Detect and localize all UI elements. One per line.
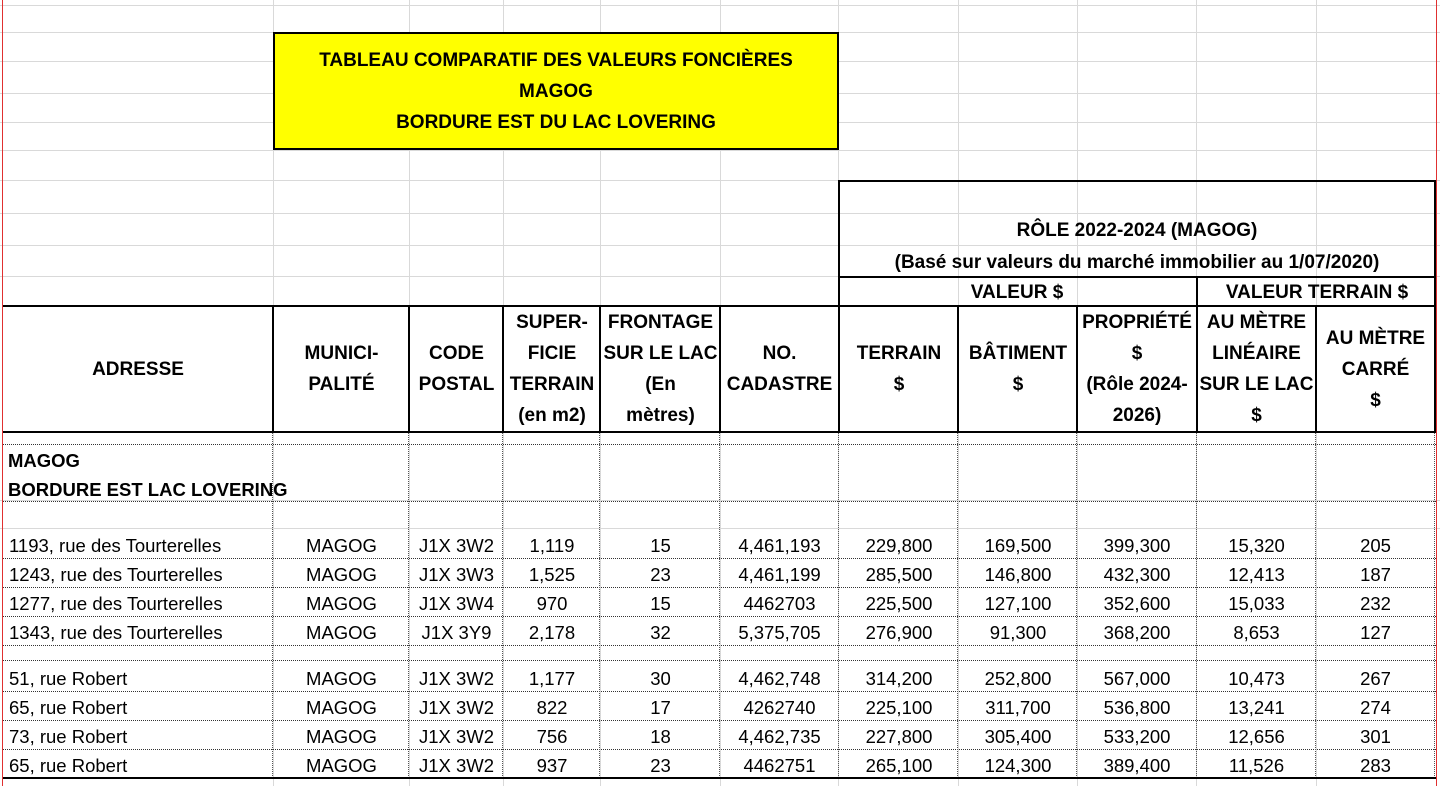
cell-frontage: 15 [650, 593, 671, 614]
cell-batiment: 169,500 [984, 535, 1052, 556]
header-metre-carre: AU MÈTRE CARRÉ $ [1325, 327, 1426, 411]
cell-metre-lineaire: 11,526 [1228, 755, 1285, 776]
cell-metre-lineaire: 12,656 [1228, 726, 1285, 747]
cell-municipalite: MAGOG [306, 535, 377, 556]
cell-metre-carre: 127 [1360, 622, 1391, 643]
cell-municipalite: MAGOG [306, 668, 377, 689]
cell-superficie: 822 [536, 697, 568, 718]
cell-adresse: 73, rue Robert [9, 726, 128, 747]
cell-municipalite: MAGOG [306, 697, 377, 718]
cell-code-postal: J1X 3W2 [418, 668, 495, 689]
cell-code-postal: J1X 3W2 [418, 697, 495, 718]
cell-code-postal: J1X 3W3 [418, 564, 495, 585]
cell-adresse: 1193, rue des Tourterelles [9, 535, 222, 556]
page-border-right [1436, 0, 1437, 786]
header-adresse: ADRESSE [92, 358, 184, 380]
header-superficie: SUPER- FICIE TERRAIN (en m2) [509, 312, 595, 426]
cell-metre-lineaire: 13,241 [1228, 697, 1285, 718]
cell-batiment: 252,800 [984, 668, 1052, 689]
table-row [0, 750, 1436, 779]
cell-code-postal: J1X 3W4 [418, 593, 495, 614]
cell-code-postal: J1X 3W2 [418, 535, 495, 556]
cell-frontage: 23 [650, 564, 671, 585]
cell-cadastre: 4262740 [743, 697, 816, 718]
cell-cadastre: 4462703 [743, 593, 816, 614]
cell-cadastre: 4,462,735 [738, 726, 821, 747]
cell-cadastre: 4,461,193 [738, 535, 821, 556]
cell-terrain: 225,500 [865, 593, 933, 614]
cell-batiment: 305,400 [984, 726, 1052, 747]
valeur-header: VALEUR $ [970, 281, 1064, 303]
cell-batiment: 311,700 [985, 697, 1051, 718]
cell-terrain: 229,800 [865, 535, 933, 556]
table-row [0, 617, 1436, 646]
cell-batiment: 146,800 [984, 564, 1052, 585]
cell-cadastre: 4,461,199 [738, 564, 821, 585]
cell-propriete: 368,200 [1103, 622, 1171, 643]
section-label: MAGOG BORDURE EST LAC LOVERING [8, 450, 288, 500]
cell-frontage: 17 [650, 697, 671, 718]
cell-propriete: 533,200 [1103, 726, 1171, 747]
cell-adresse: 1243, rue des Tourterelles [9, 564, 223, 585]
cell-adresse: 1343, rue des Tourterelles [9, 622, 223, 643]
valeur-terrain-header: VALEUR TERRAIN $ [1225, 281, 1409, 303]
cell-batiment: 127,100 [984, 593, 1052, 614]
role-subtitle: (Basé sur valeurs du marché immobilier au 1/07/2020) [894, 252, 1380, 273]
header-propriete: PROPRIÉTÉ $ (Rôle 2024- 2026) [1082, 312, 1192, 426]
table-title-box [273, 32, 839, 150]
cell-propriete: 352,600 [1103, 593, 1171, 614]
cell-cadastre: 4462751 [743, 755, 816, 776]
table-row [0, 692, 1436, 721]
cell-metre-carre: 187 [1360, 564, 1391, 585]
cell-municipalite: MAGOG [306, 622, 377, 643]
cell-terrain: 227,800 [865, 726, 933, 747]
header-municipalite: MUNICI- PALITÉ [304, 343, 379, 395]
cell-adresse: 51, rue Robert [9, 668, 128, 689]
cell-superficie: 1,525 [528, 564, 576, 585]
header-frontage: FRONTAGE SUR LE LAC (En mètres) [603, 312, 718, 426]
cell-metre-carre: 283 [1360, 755, 1391, 776]
cell-adresse: 65, rue Robert [9, 755, 128, 776]
cell-batiment: 124,300 [984, 755, 1052, 776]
cell-terrain: 225,100 [865, 697, 933, 718]
cell-superficie: 970 [536, 593, 568, 614]
cell-metre-carre: 267 [1360, 668, 1391, 689]
cell-batiment: 91,300 [989, 622, 1047, 643]
cell-metre-lineaire: 12,413 [1228, 564, 1285, 585]
cell-code-postal: J1X 3W2 [418, 755, 495, 776]
table-row [0, 663, 1436, 692]
cell-adresse: 65, rue Robert [9, 697, 128, 718]
cell-superficie: 1,177 [528, 668, 576, 689]
cell-metre-lineaire: 10,473 [1228, 668, 1285, 689]
title-line-3: BORDURE EST DU LAC LOVERING [396, 111, 716, 133]
table-row [0, 721, 1436, 750]
cell-metre-carre: 274 [1360, 697, 1391, 718]
cell-metre-lineaire: 15,033 [1228, 593, 1285, 614]
cell-metre-carre: 205 [1360, 535, 1391, 556]
cell-frontage: 23 [650, 755, 671, 776]
table-row [0, 530, 1436, 559]
cell-terrain: 314,200 [865, 668, 933, 689]
role-title: RÔLE 2022-2024 (MAGOG) [1016, 220, 1258, 241]
header-metre-lineaire: AU MÈTRE LINÉAIRE SUR LE LAC $ [1199, 312, 1314, 426]
cell-propriete: 389,400 [1103, 755, 1171, 776]
cell-superficie: 937 [536, 755, 568, 776]
cell-superficie: 1,119 [529, 535, 575, 556]
title-line-2: MAGOG [519, 80, 593, 102]
cell-code-postal: J1X 3Y9 [421, 622, 492, 643]
cell-municipalite: MAGOG [306, 755, 377, 776]
cell-metre-carre: 232 [1360, 593, 1391, 614]
cell-cadastre: 4,462,748 [738, 668, 821, 689]
cell-propriete: 432,300 [1103, 564, 1171, 585]
table-row [0, 559, 1436, 588]
header-terrain: TERRAIN $ [856, 343, 942, 395]
header-cadastre: NO. CADASTRE [726, 343, 833, 395]
cell-municipalite: MAGOG [306, 593, 377, 614]
header-code-postal: CODE POSTAL [418, 343, 495, 395]
cell-municipalite: MAGOG [306, 726, 377, 747]
cell-terrain: 265,100 [865, 755, 933, 776]
cell-metre-lineaire: 8,653 [1233, 622, 1280, 643]
cell-metre-lineaire: 15,320 [1228, 535, 1285, 556]
title-line-1: TABLEAU COMPARATIF DES VALEURS FONCIÈRES [319, 49, 793, 71]
header-batiment: BÂTIMENT $ [968, 343, 1068, 395]
table-row [0, 588, 1436, 617]
cell-code-postal: J1X 3W2 [418, 726, 495, 747]
cell-frontage: 18 [650, 726, 671, 747]
cell-frontage: 32 [650, 622, 671, 643]
cell-frontage: 15 [650, 535, 671, 556]
cell-terrain: 285,500 [865, 564, 933, 585]
cell-superficie: 756 [536, 726, 568, 747]
cell-propriete: 399,300 [1103, 535, 1171, 556]
cell-terrain: 276,900 [865, 622, 933, 643]
cell-metre-carre: 301 [1360, 726, 1391, 747]
cell-adresse: 1277, rue des Tourterelles [9, 593, 223, 614]
cell-propriete: 567,000 [1103, 668, 1171, 689]
cell-frontage: 30 [650, 668, 671, 689]
cell-propriete: 536,800 [1103, 697, 1171, 718]
cell-cadastre: 5,375,705 [738, 622, 821, 643]
cell-municipalite: MAGOG [306, 564, 377, 585]
cell-superficie: 2,178 [528, 622, 576, 643]
